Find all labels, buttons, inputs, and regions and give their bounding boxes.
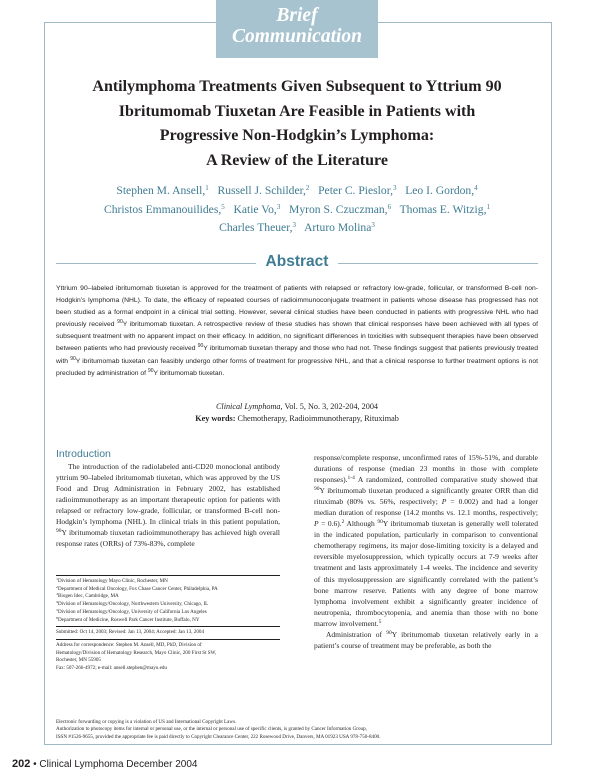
affiliation-line: $^3$Biogen Idec, Cambridge, MA [56,593,119,600]
copyright-line: Authorization to photocopy items for internal or personal use, or the internal or personal use of specific clients, is granted by Cancer Information Group, [56,726,367,733]
footnote-divider [56,626,280,627]
introduction-heading: Introduction [56,448,111,460]
copyright-notice [56,719,538,741]
section-tab-line-1: Brief [276,5,318,26]
footer-journal: Clinical Lymphoma [39,759,124,770]
author-affiliation-mark: 1 [486,202,490,211]
author-affiliation-mark: 2 [305,184,310,192]
author-affiliation-mark: 3 [371,221,375,229]
section-tab [216,0,378,58]
author-affiliation-mark: 3 [393,184,397,192]
title-line: Ibritumomab Tiuxetan Are Feasible in Patients with [118,102,476,120]
section-tab-line-2: Communication [231,26,363,47]
right-column [314,452,538,651]
body-paragraph: Administration of $^{90}$Y ibritumomab tiuxetan relatively early in a patient’s course of treatment may be preferable, as both the [314,629,538,650]
author-name: Stephen M. Ansell, [116,184,206,197]
author-name: Christos Emmanouilides, [104,202,222,216]
author-name: Myron S. Czuczman, [289,202,388,216]
author-list [56,182,538,238]
author-name: Arturo Molina [304,221,372,234]
correspondence-line: Rochester, MN 55905 [56,657,101,664]
author-affiliation-mark: 5 [221,202,225,211]
copyright-line: ISSN #1526-9655, provided the appropriate fee is paid directly to Copyright Clearance Center, 222 Rosewood Drive, Danvers, MA 01923 USA 978-750-8400. [56,733,381,740]
affiliation-line: $^2$Department of Medical Oncology, Fox Chase Cancer Center, Philadelphia, PA [56,585,218,592]
footnote-divider [56,639,280,640]
author-name: Thomas E. Witzig, [399,202,487,216]
page-number: 202 [12,758,31,770]
copyright-line: Electronic forwarding or copying is a violation of US and International Copyright Laws. [56,719,237,725]
author-affiliation-mark: 3 [292,221,296,229]
author-affiliation-mark: 4 [474,184,478,192]
affiliation-line: $^6$Department of Medicine, Roswell Park Cancer Institute, Buffalo, NY [56,616,200,623]
correspondence-line: Hematology/Division of Hematology Research, Mayo Clinic, 200 First St SW, [56,649,217,656]
abstract-text: Yttrium 90–labeled ibritumomab tiuxetan is approved for the treatment of patients with relapsed or refractory low-grade, follicular, or transformed B-cell non-Hodgkin’s lymphoma (NHL). To date, the efficacy of repeated courses of radioimmunoconjugate treatment in patients whose disease has progressed has not been studied as a formal endpoint in a clinical trial setting. However, several clinical studies have been conducted in patients with progressive NHL who had previously received $^{90}$Y ibritumomab tiuxetan. A retrospective review of these studies has shown that clinical responses have been achieved with all types of subsequent treatment with no apparent impact on their efficacy. In addition, no significant differences in toxicities with subsequent therapies have been observed between patients who had previously received $^{90}$Y ibritumomab tiuxetan therapy and those who had not. These findings suggest that patients previously treated with $^{90}$Y ibritumomab tiuxetan can feasibly undergo other forms of treatment for progressive NHL, and that a clinical response to further treatment options is not precluded by administration of $^{90}$Y ibritumomab tiuxetan. [56,285,539,377]
footer-bullet: • [30,759,40,770]
author-name: Katie Vo, [233,202,277,216]
footer-issue: December 2004 [123,759,198,770]
title-line: Progressive Non-Hodgkin’s Lymphoma: [159,127,435,144]
intro-paragraph: The introduction of the radiolabeled anti-CD20 monoclonal antibody yttrium 90–labeled ibritumomab tiuxetan, which was approved by the US Food and Drug Administration in February 2002, has established radioimmunotherapy as an important therapeutic option for patients with relapsed or refractory low-grade, follicular, or transformed B-cell non-Hodgkin’s lymphoma (NHL). In clinical trials in this patient population, $^{90}$Y ibritumomab tiuxetan radioimmunotherapy has achieved high overall response rates (ORRs) of 73%-83%, complete [56,462,280,549]
correspondence-line: Address for correspondence: Stephen M. Ansell, MD, PhD, Division of [56,641,202,648]
citation-block [56,401,538,424]
affiliation-line: $^1$Division of Hematology Mayo Clinic, Rochester, MN [56,578,168,584]
title-line: Antilymphoma Treatments Given Subsequent to Yttrium 90 [92,78,502,95]
left-column [56,448,280,549]
journal-citation: Clinical Lymphoma, Vol. 5, No. 3, 202-204, 2004 [215,402,379,411]
correspondence-line: Fax: 507-266-4972; e-mail: ansell.stephen@mayo.edu [56,665,167,672]
author-name: Leo I. Gordon, [405,184,475,197]
author-name: Peter C. Pieslor, [318,184,393,197]
author-affiliation-mark: 6 [387,202,392,211]
abstract-header [56,254,538,272]
title-line: A Review of the Literature [206,151,388,169]
author-name: Russell J. Schilder, [217,184,306,197]
abstract-rule-right [338,263,538,264]
page-footer [12,758,197,770]
keywords-line: Key words: Chemotherapy, Radioimmunotherapy, Rituximab [195,413,399,423]
affiliation-line: $^4$Division of Hematology/Oncology, Northwestern University, Chicago, IL [56,601,209,608]
affiliations-footnote [56,575,280,673]
submission-dates: Submitted: Oct 14, 2003; Revised: Jan 13, 2004; Accepted: Jan 13, 2004 [56,629,204,636]
body-paragraph: response/complete response, unconfirmed rates of 15%-51%, and durable durations of response (median 23 months in those with complete responses).$^{1-4}$ A randomized, controlled comparative study showed that $^{90}$Y ibritumomab tiuxetan produced a significantly greater ORR than did rituximab (80% vs. 56%, respectively; P = 0.002) and had a longer median duration of response (14.2 months vs. 12.1 months, respectively; P = 0.6).$^2$ Although $^{90}$Y ibritumomab tiuxetan is generally well tolerated in the indicated population, particularly in comparison to conventional chemotherapy regimens, its major dose-limiting toxicity is a delayed and reversible myelosuppression, which typically occurs at 7-9 weeks after treatment and lasts approximately 1-4 weeks. The incidence and severity of this myelosuppression are significantly correlated with the patient’s bone marrow reserve. Patients with any degree of bone marrow lymphoma involvement exhibit a significantly greater incidence of neutropenia, thrombocytopenia, and anemia than those with no bone marrow involvement.$^5$ [314,453,539,628]
author-affiliation-mark: 1 [205,184,209,192]
author-name: Charles Theuer, [219,221,293,234]
author-affiliation-mark: 3 [276,202,281,211]
affiliation-line: $^5$Division of Hematology/Oncology, University of California Los Angeles [56,608,207,615]
article-title [56,75,538,173]
abstract-heading: Abstract [265,253,329,270]
